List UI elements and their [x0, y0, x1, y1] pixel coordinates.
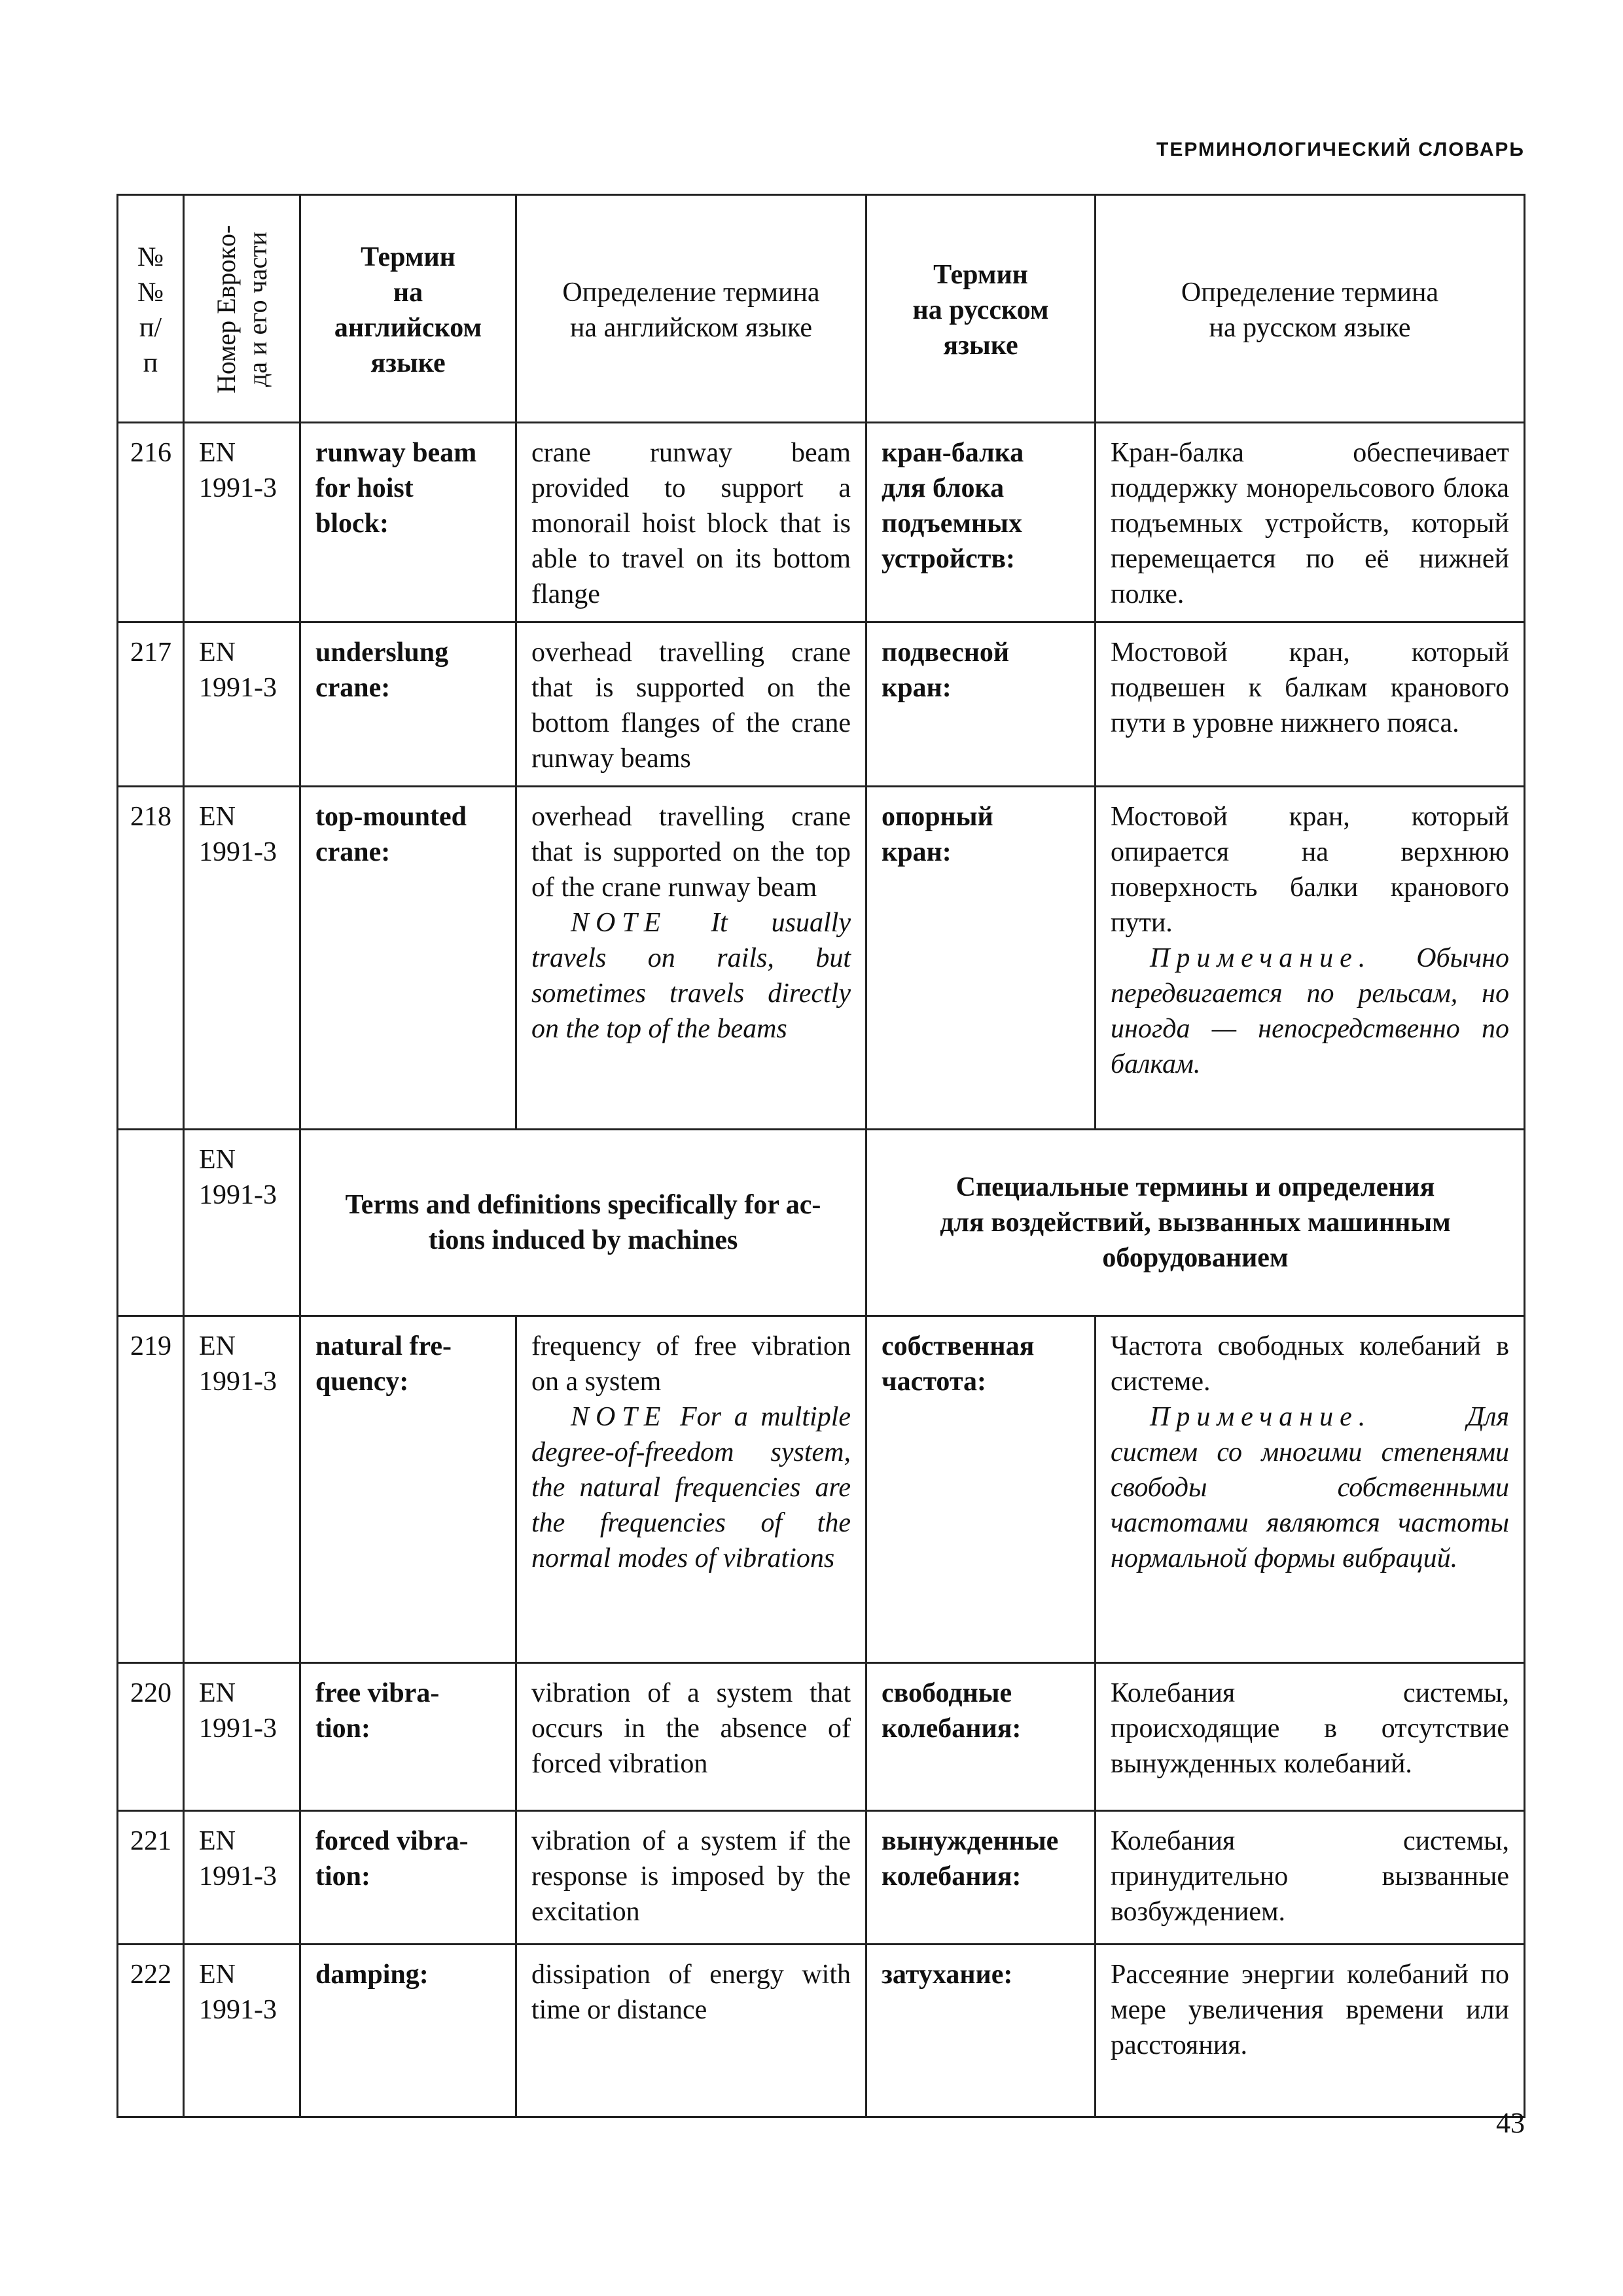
- header-def-ru: [1096, 195, 1525, 423]
- section-standard: [184, 1130, 300, 1316]
- std-line: EN: [199, 1331, 236, 1361]
- term-line: forced vibra-: [315, 1826, 469, 1856]
- term-line: damping:: [315, 1960, 429, 1990]
- section-line: оборудованием: [1102, 1243, 1289, 1273]
- header-eurocode: [184, 195, 300, 423]
- header-term-en: [300, 195, 516, 423]
- note-text: For a multiple degree-of-freedom system, the natural frequencies are the frequencies of the normal modes of vibrations: [531, 1402, 851, 1573]
- header-eurocode-line: Номер Еврокo-: [211, 224, 241, 393]
- note-label: NOTE: [571, 1402, 668, 1432]
- def-note: [1111, 1399, 1509, 1576]
- row-standard: [184, 423, 300, 622]
- header-num-line: №№: [137, 242, 164, 308]
- row-def-en: dissipation of energy with time or distance: [516, 1945, 866, 2117]
- row-num: 218: [118, 787, 184, 1130]
- row-term-ru: [866, 787, 1096, 1130]
- term-line: колебания:: [882, 1713, 1022, 1744]
- row-def-en: [516, 1316, 866, 1663]
- running-head: ТЕРМИНОЛОГИЧЕСКИЙ СЛОВАРЬ: [1156, 139, 1525, 160]
- row-num: 216: [118, 423, 184, 622]
- row-term-ru: [866, 423, 1096, 622]
- table-row: [118, 1663, 1525, 1811]
- row-def-en: overhead travelling crane that is supported on the bottom flanges of the crane runway beams: [516, 622, 866, 787]
- std-line: 1991-3: [199, 473, 277, 503]
- std-line: 1991-3: [199, 1367, 277, 1397]
- note-text: Обычно передвигается по рельсам, но иногда — непосредственно по балкам.: [1111, 943, 1509, 1079]
- std-line: EN: [199, 1678, 236, 1708]
- page-number: 43: [1496, 2107, 1525, 2139]
- term-line: собственная: [882, 1331, 1035, 1361]
- row-term-ru: [866, 1811, 1096, 1945]
- row-term-en: [300, 1945, 516, 2117]
- header-line: языке: [370, 348, 446, 378]
- std-line: EN: [199, 438, 236, 468]
- term-line: for hoist: [315, 473, 414, 503]
- header-line: английском: [334, 312, 482, 343]
- header-line: на русском языке: [1209, 312, 1411, 343]
- term-line: crane:: [315, 673, 391, 703]
- header-num: [118, 195, 184, 423]
- row-standard: [184, 1811, 300, 1945]
- note-text: It usually travels on rails, but sometimes travels directly on the top of the beams: [531, 908, 851, 1044]
- term-line: частота:: [882, 1367, 986, 1397]
- row-standard: [184, 1663, 300, 1811]
- section-line: для воздействий, вызванных машинным: [940, 1208, 1451, 1238]
- std-line: 1991-3: [199, 837, 277, 867]
- table-row: [118, 1811, 1525, 1945]
- note-label: NOTE: [571, 908, 668, 938]
- term-line: свободные: [882, 1678, 1012, 1708]
- term-line: для блока: [882, 473, 1005, 503]
- row-def-ru: [1096, 1316, 1525, 1663]
- row-num: 220: [118, 1663, 184, 1811]
- section-line: Специальные термины и определения: [955, 1172, 1435, 1202]
- header-line: на русском: [912, 295, 1049, 325]
- row-standard: [184, 1945, 300, 2117]
- term-line: tion:: [315, 1713, 370, 1744]
- row-def-en: vibration of a system that occurs in the absence of forced vibration: [516, 1663, 866, 1811]
- header-term-ru: [866, 195, 1096, 423]
- std-line: EN: [199, 637, 236, 668]
- row-term-ru: [866, 1945, 1096, 2117]
- term-line: top-mounted: [315, 802, 467, 832]
- glossary-table: [116, 194, 1525, 2118]
- term-line: кран-балка: [882, 438, 1024, 468]
- row-standard: [184, 787, 300, 1130]
- term-line: подъемных: [882, 509, 1022, 539]
- term-line: free vibra-: [315, 1678, 440, 1708]
- row-term-ru: [866, 1316, 1096, 1663]
- section-line: tions induced by machines: [428, 1225, 738, 1255]
- row-num: 219: [118, 1316, 184, 1663]
- table-row: [118, 423, 1525, 622]
- table-header-row: [118, 195, 1525, 423]
- section-row: [118, 1130, 1525, 1316]
- header-num-line: п/п: [139, 312, 162, 378]
- std-line: 1991-3: [199, 1713, 277, 1744]
- row-def-ru: Колебания системы, принудительно вызванные возбуждением.: [1096, 1811, 1525, 1945]
- row-def-ru: [1096, 787, 1525, 1130]
- header-eurocode-text: [211, 211, 274, 407]
- section-num-empty: [118, 1130, 184, 1316]
- term-line: natural fre-: [315, 1331, 452, 1361]
- row-term-en: [300, 1663, 516, 1811]
- std-line: EN: [199, 802, 236, 832]
- std-line: EN: [199, 1145, 236, 1175]
- section-title-en: [300, 1130, 866, 1316]
- row-def-ru: Колебания системы, происходящие в отсутствие вынужденных колебаний.: [1096, 1663, 1525, 1811]
- std-line: 1991-3: [199, 673, 277, 703]
- def-note: [1111, 941, 1509, 1082]
- row-def-ru: Мостовой кран, который подвешен к балкам кранового пути в уровне нижнего пояса.: [1096, 622, 1525, 787]
- term-line: подвесной: [882, 637, 1010, 668]
- note-label: Примечание.: [1150, 1402, 1372, 1432]
- def-text: frequency of free vibration on a system: [531, 1331, 851, 1397]
- term-line: underslung: [315, 637, 449, 668]
- row-def-en: crane runway beam provided to support a monorail hoist block that is able to travel on its bottom flange: [516, 423, 866, 622]
- row-def-en: vibration of a system if the response is imposed by the excitation: [516, 1811, 866, 1945]
- term-line: опорный: [882, 802, 993, 832]
- std-line: EN: [199, 1826, 236, 1856]
- row-term-ru: [866, 622, 1096, 787]
- row-term-en: [300, 622, 516, 787]
- term-line: кран:: [882, 837, 952, 867]
- std-line: EN: [199, 1960, 236, 1990]
- term-line: runway beam: [315, 438, 477, 468]
- header-line: Термин: [361, 242, 455, 272]
- section-title-ru: [866, 1130, 1525, 1316]
- def-text: Частота свободных колебаний в системе.: [1111, 1331, 1509, 1397]
- header-line: языке: [943, 330, 1018, 361]
- row-def-ru: Рассеяние энергии колебаний по мере увеличения времени или расстояния.: [1096, 1945, 1525, 2117]
- term-line: устройств:: [882, 544, 1015, 574]
- std-line: 1991-3: [199, 1995, 277, 2025]
- header-line: Термин: [933, 259, 1028, 290]
- def-text: Мостовой кран, который опирается на верхнюю поверхность балки кранового пути.: [1111, 802, 1509, 938]
- term-line: tion:: [315, 1861, 370, 1892]
- table-row: [118, 1316, 1525, 1663]
- row-standard: [184, 622, 300, 787]
- header-eurocode-line: да и его части: [242, 230, 272, 387]
- row-def-en: [516, 787, 866, 1130]
- table-row: [118, 787, 1525, 1130]
- row-def-ru: Кран-балка обеспечивает поддержку монорельсового блока подъемных устройств, который перемещается по её нижней полке.: [1096, 423, 1525, 622]
- header-line: Определение термина: [1181, 277, 1439, 308]
- header-line: на английском языке: [569, 312, 813, 343]
- row-term-ru: [866, 1663, 1096, 1811]
- table-row: [118, 1945, 1525, 2117]
- def-note: [531, 905, 851, 1047]
- row-num: 217: [118, 622, 184, 787]
- note-label: Примечание.: [1150, 943, 1372, 973]
- def-text: overhead travelling crane that is supported on the top of the crane runway beam: [531, 802, 851, 903]
- def-note: [531, 1399, 851, 1576]
- table-row: [118, 622, 1525, 787]
- term-line: вынужденные: [882, 1826, 1059, 1856]
- std-line: 1991-3: [199, 1180, 277, 1210]
- term-line: кран:: [882, 673, 952, 703]
- header-line: на: [393, 277, 423, 308]
- row-term-en: [300, 787, 516, 1130]
- note-text: Для систем со многими степенями свободы собственными частотами являются частоты нормальной формы вибраций.: [1111, 1402, 1509, 1573]
- row-term-en: [300, 1811, 516, 1945]
- std-line: 1991-3: [199, 1861, 277, 1892]
- term-line: quency:: [315, 1367, 409, 1397]
- term-line: crane:: [315, 837, 391, 867]
- row-standard: [184, 1316, 300, 1663]
- term-line: затухание:: [882, 1960, 1013, 1990]
- row-term-en: [300, 1316, 516, 1663]
- row-term-en: [300, 423, 516, 622]
- section-line: Terms and definitions specifically for ac-: [345, 1190, 821, 1220]
- term-line: block:: [315, 509, 389, 539]
- header-def-en: [516, 195, 866, 423]
- header-line: Определение термина: [562, 277, 820, 308]
- row-num: 221: [118, 1811, 184, 1945]
- term-line: колебания:: [882, 1861, 1022, 1892]
- row-num: 222: [118, 1945, 184, 2117]
